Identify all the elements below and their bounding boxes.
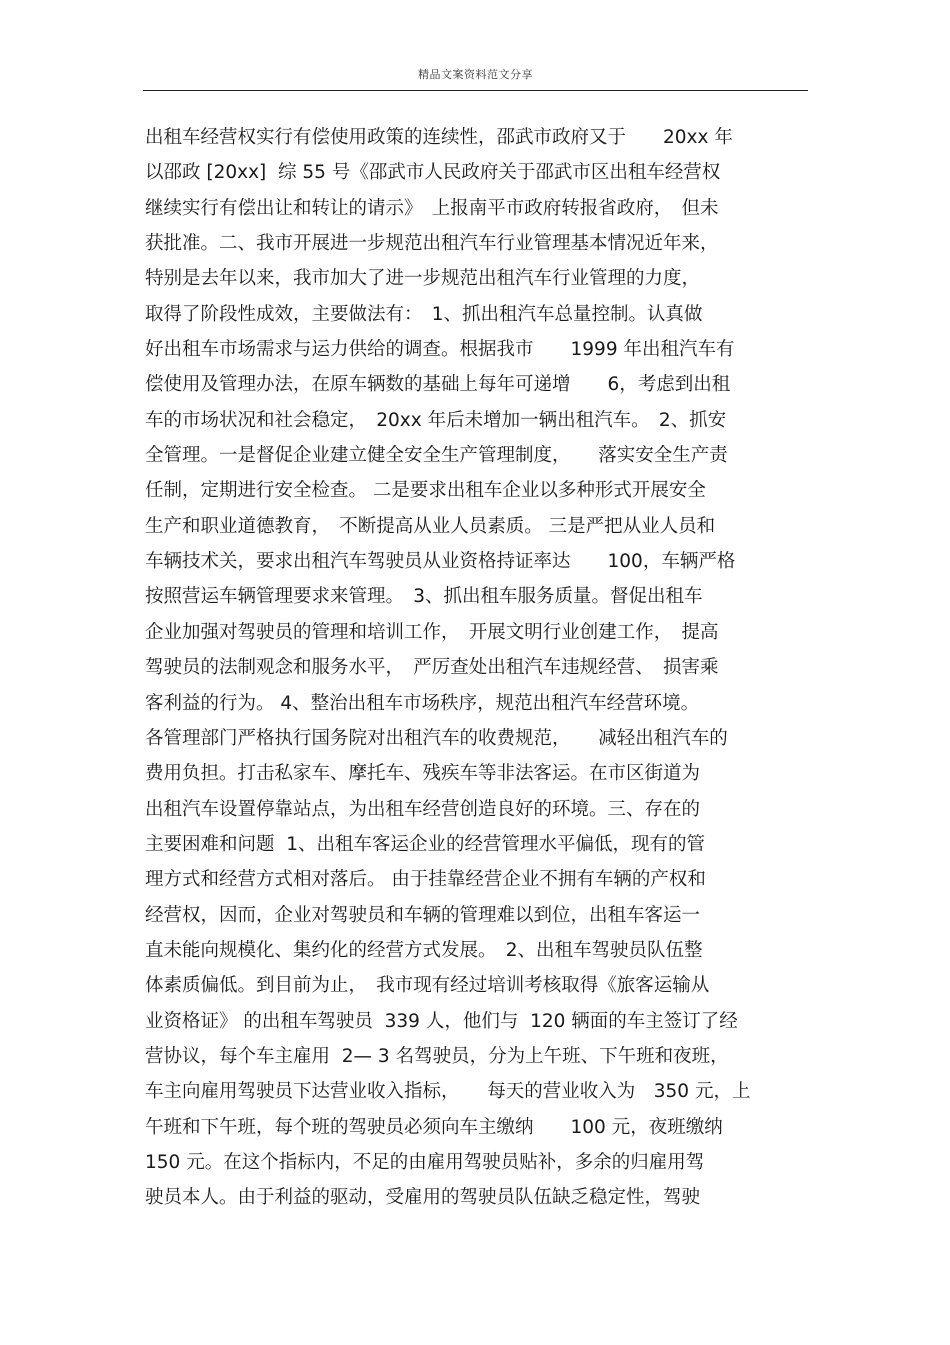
text-line: 全管理。一是督促企业建立健全安全生产管理制度， 落实安全生产责 (145, 445, 728, 467)
text-line: 150 元。在这个指标内，不足的由雇用驾驶员贴补，多余的归雇用驾 (145, 1151, 705, 1173)
text-line: 生产和职业道德教育， 不断提高从业人员素质。 三是严把从业人员和 (145, 515, 716, 537)
text-line: 业资格证》 的出租车驾驶员 339 人，他们与 120 辆面的车主签订了经 (145, 1010, 738, 1032)
text-line: 主要困难和问题 1、出租车客运企业的经营管理水平偏低，现有的管 (145, 833, 706, 855)
text-line: 获批准。二、我市开展进一步规范出租汽车行业管理基本情况近年来， (145, 233, 719, 255)
text-line: 任制，定期进行安全检查。 二是要求出租车企业以多种形式开展安全 (145, 480, 706, 502)
header-rule (143, 90, 808, 91)
text-line: 经营权，因而，企业对驾驶员和车辆的管理难以到位，出租车客运一 (145, 904, 701, 926)
text-line: 各管理部门严格执行国务院对出租汽车的收费规范， 减轻出租汽车的 (145, 727, 728, 749)
text-line: 午班和下午班，每个班的驾驶员必须向车主缴纳 100 元，夜班缴纳 (145, 1116, 723, 1138)
text-line: 车主向雇用驾驶员下达营业收入指标， 每天的营业收入为 350 元，上 (145, 1081, 751, 1103)
text-line: 出租汽车设置停靠站点，为出租车经营创造良好的环境。三、存在的 (145, 798, 701, 820)
text-line: 营协议，每个车主雇用 2— 3 名驾驶员，分为上午班、下午班和夜班， (145, 1045, 729, 1067)
text-line: 理方式和经营方式相对落后。 由于挂靠经营企业不拥有车辆的产权和 (145, 869, 706, 891)
text-line: 特别是去年以来，我市加大了进一步规范出租汽车行业管理的力度， (145, 268, 701, 290)
text-line: 车辆技术关，要求出租汽车驾驶员从业资格持证率达 100，车辆严格 (145, 551, 736, 573)
text-line: 驶员本人。由于利益的驱动，受雇用的驾驶员队伍缺乏稳定性，驾驶 (145, 1187, 701, 1209)
text-line: 体素质偏低。到目前为止， 我市现有经过培训考核取得《旅客运输从 (145, 975, 710, 997)
text-line: 好出租车市场需求与运力供给的调查。根据我市 1999 年出租汽车有 (145, 339, 735, 361)
page-header: 精品文案资料范文分享 (418, 68, 533, 81)
text-line: 继续实行有偿出让和转让的请示》 上报南平市政府转报省政府， 但未 (145, 197, 719, 219)
text-line: 直未能向规模化、集约化的经营方式发展。 2、出租车驾驶员队伍整 (145, 939, 703, 961)
text-line: 以邵政 [20xx] 综 55 号《邵武市人民政府关于邵武市区出租车经营权 (145, 162, 721, 184)
text-line: 偿使用及管理办法，在原车辆数的基础上每年可递增 6，考虑到出租 (145, 374, 731, 396)
text-line: 费用负担。打击私家车、摩托车、残疾车等非法客运。在市区街道为 (145, 763, 701, 785)
text-line: 按照营运车辆管理要求来管理。 3、抓出租车服务质量。督促出租车 (145, 586, 703, 608)
text-line: 企业加强对驾驶员的管理和培训工作， 开展文明行业创建工作， 提高 (145, 621, 719, 643)
text-line: 客利益的行为。 4、整治出租车市场秩序，规范出租汽车经营环境。 (145, 692, 700, 714)
text-line: 驾驶员的法制观念和服务水平， 严厉查处出租汽车违规经营、 损害乘 (145, 657, 719, 679)
body-text (145, 120, 810, 1216)
text-line: 出租车经营权实行有偿使用政策的连续性，邵武市政府又于 20xx 年 (145, 127, 733, 148)
text-line: 取得了阶段性成效，主要做法有： 1、抓出租汽车总量控制。认真做 (145, 303, 703, 325)
text-line: 车的市场状况和社会稳定， 20xx 年后未增加一辆出租汽车。 2、抓安 (145, 409, 727, 431)
